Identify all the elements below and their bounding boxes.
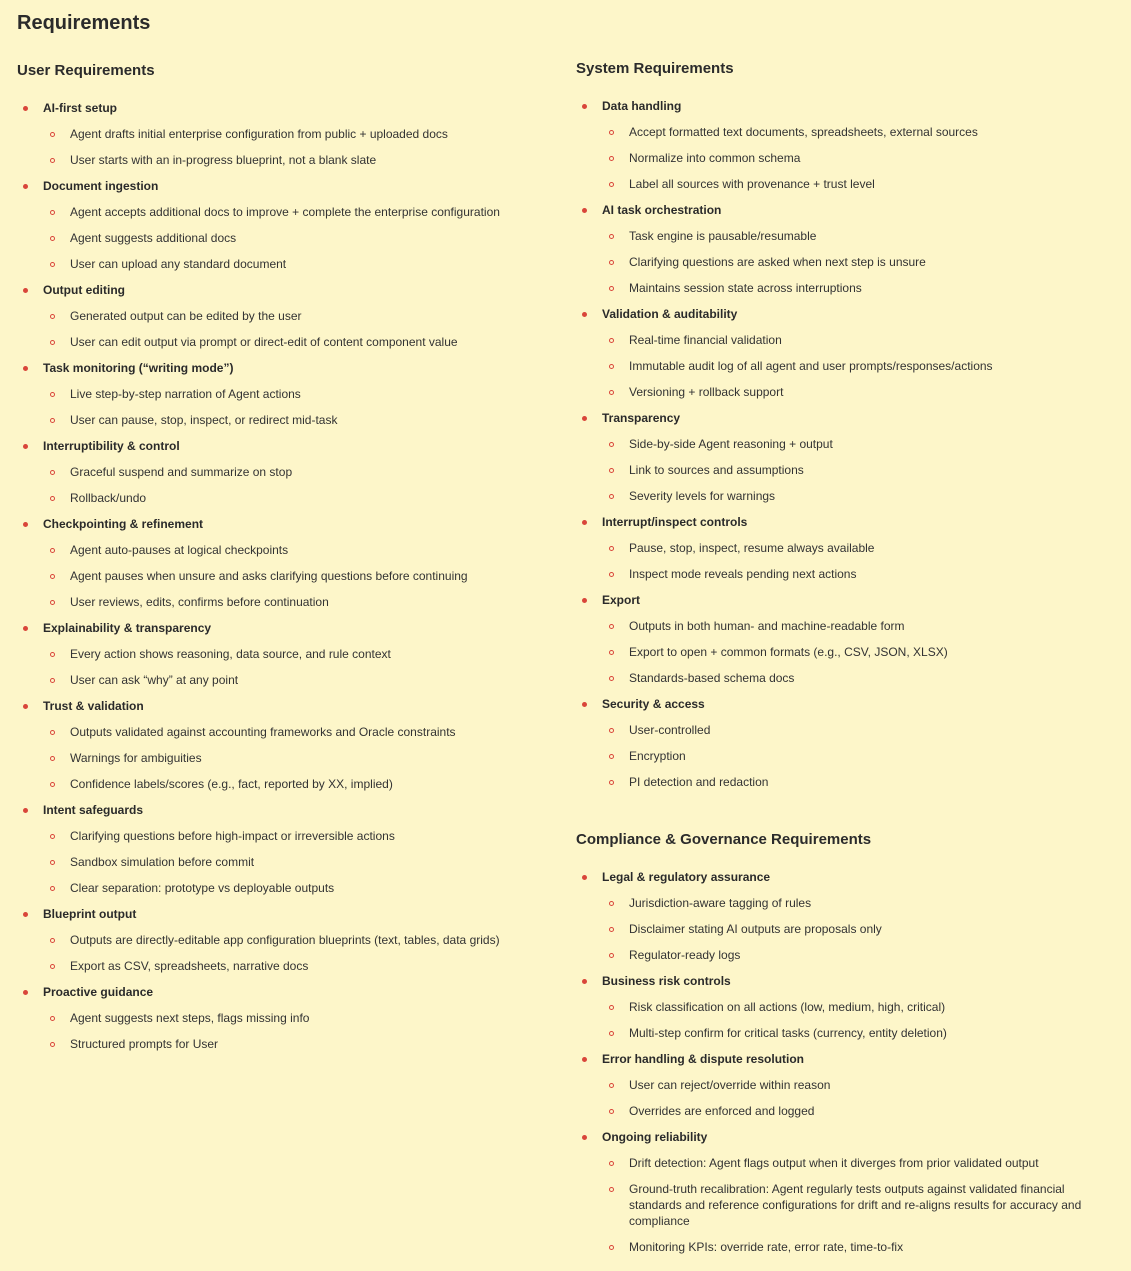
group-title-text: Proactive guidance bbox=[43, 985, 154, 999]
bullet-circle-icon bbox=[609, 754, 614, 759]
bullet-circle-icon bbox=[609, 182, 614, 187]
list-item bbox=[43, 1005, 557, 1031]
bullet-dot-icon bbox=[23, 626, 28, 631]
list-item-text: Agent drafts initial enterprise configuration from public + uploaded docs bbox=[70, 127, 448, 141]
group-title-text: Trust & validation bbox=[43, 699, 144, 713]
group-title bbox=[43, 95, 557, 121]
group-title bbox=[602, 509, 1116, 535]
group-title-text: Ongoing reliability bbox=[602, 1130, 708, 1144]
list-item bbox=[602, 743, 1116, 769]
sub-item-list bbox=[43, 121, 557, 173]
list-item bbox=[602, 639, 1116, 665]
group-title bbox=[43, 511, 557, 537]
list-item bbox=[602, 145, 1116, 171]
bullet-circle-icon bbox=[609, 468, 614, 473]
list-item-text: Side-by-side Agent reasoning + output bbox=[629, 437, 833, 451]
bullet-circle-icon bbox=[609, 953, 614, 958]
list-item-text: User can edit output via prompt or direct-edit of content component value bbox=[70, 335, 458, 349]
bullet-circle-icon bbox=[609, 390, 614, 395]
bullet-circle-icon bbox=[50, 600, 55, 605]
bullet-dot-icon bbox=[582, 312, 587, 317]
section-title: System Requirements bbox=[576, 60, 734, 77]
list-item-text: Live step-by-step narration of Agent actions bbox=[70, 387, 301, 401]
list-item-text: User starts with an in-progress blueprint, not a blank slate bbox=[70, 153, 377, 167]
list-item bbox=[43, 667, 557, 693]
list-item bbox=[602, 353, 1116, 379]
list-item-text: Confidence labels/scores (e.g., fact, reported by XX, implied) bbox=[70, 777, 393, 791]
list-item-text: PI detection and redaction bbox=[629, 775, 769, 789]
list-item bbox=[43, 641, 557, 667]
list-item-text: Every action shows reasoning, data source, and rule context bbox=[70, 647, 391, 661]
list-item-text: User can upload any standard document bbox=[70, 257, 287, 271]
list-item-text: Clear separation: prototype vs deployable outputs bbox=[70, 881, 335, 895]
requirement-group bbox=[17, 511, 557, 615]
sub-item-list bbox=[602, 535, 1116, 587]
bullet-circle-icon bbox=[609, 650, 614, 655]
requirement-group bbox=[576, 691, 1116, 795]
group-title-text: Transparency bbox=[602, 411, 681, 425]
group-title-text: Intent safeguards bbox=[43, 803, 144, 817]
requirement-group bbox=[17, 277, 557, 355]
list-item-text: Clarifying questions are asked when next step is unsure bbox=[629, 255, 926, 269]
sub-item-list bbox=[602, 1150, 1116, 1260]
bullet-dot-icon bbox=[582, 598, 587, 603]
bullet-circle-icon bbox=[50, 132, 55, 137]
list-item bbox=[602, 1072, 1116, 1098]
bullet-dot-icon bbox=[582, 208, 587, 213]
group-title bbox=[602, 301, 1116, 327]
bullet-circle-icon bbox=[50, 938, 55, 943]
requirement-group bbox=[576, 301, 1116, 405]
list-item bbox=[602, 275, 1116, 301]
list-item bbox=[602, 431, 1116, 457]
list-item-text: User can pause, stop, inspect, or redirect mid-task bbox=[70, 413, 338, 427]
list-item bbox=[602, 1150, 1116, 1176]
list-item-text: Drift detection: Agent flags output when it diverges from prior validated output bbox=[629, 1156, 1039, 1170]
bullet-circle-icon bbox=[50, 1016, 55, 1021]
requirement-group bbox=[17, 433, 557, 511]
group-title bbox=[602, 691, 1116, 717]
group-title-text: Explainability & transparency bbox=[43, 621, 212, 635]
requirement-group bbox=[576, 587, 1116, 691]
sub-item-list bbox=[43, 823, 557, 901]
list-item-text: Clarifying questions before high-impact or irreversible actions bbox=[70, 829, 395, 843]
group-title bbox=[43, 433, 557, 459]
list-item bbox=[602, 483, 1116, 509]
bullet-circle-icon bbox=[609, 442, 614, 447]
list-item bbox=[43, 537, 557, 563]
bullet-circle-icon bbox=[50, 964, 55, 969]
list-item-text: Agent pauses when unsure and asks clarifying questions before continuing bbox=[70, 569, 468, 583]
sub-item-list bbox=[602, 223, 1116, 301]
bullet-dot-icon bbox=[582, 416, 587, 421]
group-title bbox=[602, 1124, 1116, 1150]
sub-item-list bbox=[43, 1005, 557, 1057]
sub-item-list bbox=[43, 381, 557, 433]
list-item bbox=[43, 199, 557, 225]
bullet-dot-icon bbox=[23, 522, 28, 527]
bullet-circle-icon bbox=[609, 1245, 614, 1250]
bullet-circle-icon bbox=[50, 1042, 55, 1047]
bullet-dot-icon bbox=[582, 1135, 587, 1140]
bullet-circle-icon bbox=[50, 470, 55, 475]
list-item bbox=[43, 589, 557, 615]
list-item bbox=[43, 927, 557, 953]
list-item-text: Ground-truth recalibration: Agent regularly tests outputs against validated financial standards and reference configurations for drift and re-aligns results for accuracy and compliance bbox=[629, 1182, 1082, 1228]
list-item bbox=[43, 875, 557, 901]
list-item bbox=[602, 1020, 1116, 1046]
system-requirements-section bbox=[576, 59, 1116, 795]
list-item-text: Pause, stop, inspect, resume always available bbox=[629, 541, 875, 555]
requirement-group bbox=[576, 968, 1116, 1046]
list-item bbox=[43, 485, 557, 511]
list-item bbox=[602, 1234, 1116, 1260]
bullet-dot-icon bbox=[23, 366, 28, 371]
list-item-text: Real-time financial validation bbox=[629, 333, 782, 347]
requirement-group bbox=[576, 864, 1116, 968]
bullet-circle-icon bbox=[609, 1109, 614, 1114]
bullet-circle-icon bbox=[50, 782, 55, 787]
list-item bbox=[602, 171, 1116, 197]
list-item-text: Monitoring KPIs: override rate, error rate, time-to-fix bbox=[629, 1240, 904, 1254]
bullet-circle-icon bbox=[609, 1031, 614, 1036]
bullet-circle-icon bbox=[50, 392, 55, 397]
group-title-text: Interrupt/inspect controls bbox=[602, 515, 748, 529]
bullet-circle-icon bbox=[609, 156, 614, 161]
list-item bbox=[43, 563, 557, 589]
bullet-circle-icon bbox=[609, 1005, 614, 1010]
list-item bbox=[43, 1031, 557, 1057]
list-item-text: Link to sources and assumptions bbox=[629, 463, 804, 477]
bullet-dot-icon bbox=[23, 990, 28, 995]
requirement-group bbox=[17, 979, 557, 1057]
list-item-text: Immutable audit log of all agent and user prompts/responses/actions bbox=[629, 359, 993, 373]
bullet-dot-icon bbox=[582, 1057, 587, 1062]
bullet-circle-icon bbox=[50, 210, 55, 215]
bullet-dot-icon bbox=[23, 704, 28, 709]
list-item bbox=[602, 119, 1116, 145]
group-title-text: Validation & auditability bbox=[602, 307, 738, 321]
bullet-dot-icon bbox=[582, 104, 587, 109]
list-item-text: Agent accepts additional docs to improve + complete the enterprise configuration bbox=[70, 205, 500, 219]
requirement-group bbox=[576, 509, 1116, 587]
user-requirements-section bbox=[17, 61, 557, 1057]
list-item bbox=[602, 665, 1116, 691]
bullet-circle-icon bbox=[609, 1083, 614, 1088]
bullet-circle-icon bbox=[609, 728, 614, 733]
list-item-text: Rollback/undo bbox=[70, 491, 147, 505]
group-title bbox=[43, 979, 557, 1005]
bullet-dot-icon bbox=[23, 106, 28, 111]
page-title: Requirements bbox=[17, 12, 151, 34]
bullet-circle-icon bbox=[609, 676, 614, 681]
group-title bbox=[43, 615, 557, 641]
group-title bbox=[43, 277, 557, 303]
bullet-dot-icon bbox=[582, 520, 587, 525]
compliance-requirements-section bbox=[576, 830, 1116, 1260]
list-item bbox=[43, 121, 557, 147]
group-title bbox=[602, 197, 1116, 223]
list-item-text: Generated output can be edited by the user bbox=[70, 309, 302, 323]
list-item bbox=[602, 994, 1116, 1020]
bullet-circle-icon bbox=[609, 260, 614, 265]
list-item bbox=[43, 823, 557, 849]
group-title-text: Error handling & dispute resolution bbox=[602, 1052, 805, 1066]
bullet-dot-icon bbox=[582, 702, 587, 707]
requirement-group bbox=[576, 1046, 1116, 1124]
list-item-text: Encryption bbox=[629, 749, 686, 763]
list-item bbox=[602, 769, 1116, 795]
bullet-circle-icon bbox=[609, 234, 614, 239]
bullet-circle-icon bbox=[50, 730, 55, 735]
bullet-circle-icon bbox=[50, 756, 55, 761]
group-title bbox=[43, 797, 557, 823]
bullet-circle-icon bbox=[50, 834, 55, 839]
bullet-circle-icon bbox=[609, 286, 614, 291]
list-item bbox=[602, 249, 1116, 275]
bullet-circle-icon bbox=[50, 496, 55, 501]
list-item-text: User can ask “why” at any point bbox=[70, 673, 239, 687]
bullet-dot-icon bbox=[23, 444, 28, 449]
list-item bbox=[602, 942, 1116, 968]
bullet-circle-icon bbox=[50, 860, 55, 865]
sub-item-list bbox=[43, 459, 557, 511]
sub-item-list bbox=[43, 199, 557, 277]
requirement-group bbox=[17, 901, 557, 979]
bullet-circle-icon bbox=[50, 340, 55, 345]
list-item-text: Disclaimer stating AI outputs are proposals only bbox=[629, 922, 882, 936]
requirement-group bbox=[17, 615, 557, 693]
sub-item-list bbox=[602, 431, 1116, 509]
list-item bbox=[43, 771, 557, 797]
group-title bbox=[43, 173, 557, 199]
bullet-circle-icon bbox=[50, 652, 55, 657]
group-title bbox=[602, 93, 1116, 119]
list-item bbox=[602, 916, 1116, 942]
group-title-text: Data handling bbox=[602, 99, 682, 113]
list-item bbox=[602, 1176, 1116, 1234]
bullet-circle-icon bbox=[50, 574, 55, 579]
group-title-text: Interruptibility & control bbox=[43, 439, 180, 453]
bullet-circle-icon bbox=[609, 624, 614, 629]
bullet-circle-icon bbox=[50, 418, 55, 423]
bullet-circle-icon bbox=[609, 572, 614, 577]
bullet-circle-icon bbox=[609, 494, 614, 499]
group-title-text: AI task orchestration bbox=[602, 203, 722, 217]
list-item-text: Risk classification on all actions (low, medium, high, critical) bbox=[629, 1000, 946, 1014]
group-title-text: Checkpointing & refinement bbox=[43, 517, 204, 531]
list-item bbox=[602, 561, 1116, 587]
sub-item-list bbox=[602, 717, 1116, 795]
requirement-group bbox=[17, 173, 557, 277]
bullet-circle-icon bbox=[609, 927, 614, 932]
list-item-text: Outputs validated against accounting frameworks and Oracle constraints bbox=[70, 725, 456, 739]
group-title bbox=[43, 901, 557, 927]
requirement-groups bbox=[576, 93, 1116, 795]
list-item-text: Regulator-ready logs bbox=[629, 948, 741, 962]
list-item-text: Normalize into common schema bbox=[629, 151, 801, 165]
group-title bbox=[602, 587, 1116, 613]
list-item bbox=[43, 849, 557, 875]
sub-item-list bbox=[43, 719, 557, 797]
list-item-text: Multi-step confirm for critical tasks (currency, entity deletion) bbox=[629, 1026, 947, 1040]
group-title bbox=[602, 968, 1116, 994]
list-item-text: Export as CSV, spreadsheets, narrative docs bbox=[70, 959, 309, 973]
group-title bbox=[602, 405, 1116, 431]
bullet-circle-icon bbox=[609, 901, 614, 906]
bullet-circle-icon bbox=[609, 130, 614, 135]
bullet-circle-icon bbox=[609, 546, 614, 551]
list-item bbox=[602, 327, 1116, 353]
list-item-text: Structured prompts for User bbox=[70, 1037, 219, 1051]
list-item bbox=[602, 717, 1116, 743]
sub-item-list bbox=[602, 1072, 1116, 1124]
sub-item-list bbox=[43, 537, 557, 615]
list-item-text: Accept formatted text documents, spreadsheets, external sources bbox=[629, 125, 978, 139]
requirement-group bbox=[576, 197, 1116, 301]
bullet-dot-icon bbox=[23, 912, 28, 917]
group-title-text: Task monitoring (“writing mode”) bbox=[43, 361, 234, 375]
list-item bbox=[602, 613, 1116, 639]
requirement-groups bbox=[576, 864, 1116, 1260]
list-item-text: Agent suggests next steps, flags missing info bbox=[70, 1011, 310, 1025]
requirement-group bbox=[17, 355, 557, 433]
list-item bbox=[43, 303, 557, 329]
requirement-group bbox=[576, 1124, 1116, 1260]
requirement-group bbox=[576, 405, 1116, 509]
list-item-text: Outputs are directly-editable app configuration blueprints (text, tables, data grids) bbox=[70, 933, 500, 947]
bullet-circle-icon bbox=[609, 780, 614, 785]
list-item bbox=[602, 890, 1116, 916]
list-item bbox=[43, 745, 557, 771]
requirement-group bbox=[17, 693, 557, 797]
group-title bbox=[43, 355, 557, 381]
group-title bbox=[602, 864, 1116, 890]
requirement-group bbox=[576, 93, 1116, 197]
sub-item-list bbox=[43, 927, 557, 979]
list-item bbox=[602, 1098, 1116, 1124]
list-item-text: Inspect mode reveals pending next actions bbox=[629, 567, 857, 581]
list-item-text: Versioning + rollback support bbox=[629, 385, 784, 399]
bullet-circle-icon bbox=[50, 678, 55, 683]
section-title: User Requirements bbox=[17, 62, 155, 79]
list-item bbox=[43, 953, 557, 979]
list-item-text: Maintains session state across interruptions bbox=[629, 281, 862, 295]
list-item bbox=[43, 147, 557, 173]
group-title-text: AI-first setup bbox=[43, 101, 118, 115]
list-item bbox=[602, 223, 1116, 249]
list-item bbox=[43, 719, 557, 745]
list-item-text: Standards-based schema docs bbox=[629, 671, 795, 685]
bullet-dot-icon bbox=[582, 875, 587, 880]
bullet-circle-icon bbox=[50, 314, 55, 319]
sub-item-list bbox=[602, 327, 1116, 405]
group-title bbox=[43, 693, 557, 719]
list-item-text: Graceful suspend and summarize on stop bbox=[70, 465, 293, 479]
list-item bbox=[43, 329, 557, 355]
list-item-text: Severity levels for warnings bbox=[629, 489, 776, 503]
list-item-text: Sandbox simulation before commit bbox=[70, 855, 255, 869]
requirement-groups bbox=[17, 95, 557, 1057]
list-item-text: Jurisdiction-aware tagging of rules bbox=[629, 896, 812, 910]
group-title-text: Output editing bbox=[43, 283, 125, 297]
sub-item-list bbox=[602, 613, 1116, 691]
requirement-group bbox=[17, 797, 557, 901]
list-item-text: Outputs in both human- and machine-readable form bbox=[629, 619, 905, 633]
bullet-circle-icon bbox=[609, 364, 614, 369]
group-title-text: Document ingestion bbox=[43, 179, 159, 193]
group-title bbox=[602, 1046, 1116, 1072]
bullet-circle-icon bbox=[50, 548, 55, 553]
list-item bbox=[43, 459, 557, 485]
section-title: Compliance & Governance Requirements bbox=[576, 831, 872, 848]
group-title-text: Security & access bbox=[602, 697, 705, 711]
requirement-group bbox=[17, 95, 557, 173]
bullet-circle-icon bbox=[609, 1187, 614, 1192]
list-item bbox=[602, 457, 1116, 483]
list-item bbox=[43, 381, 557, 407]
bullet-dot-icon bbox=[23, 288, 28, 293]
sub-item-list bbox=[602, 119, 1116, 197]
sub-item-list bbox=[602, 994, 1116, 1046]
sub-item-list bbox=[43, 303, 557, 355]
bullet-circle-icon bbox=[50, 886, 55, 891]
bullet-circle-icon bbox=[50, 236, 55, 241]
bullet-circle-icon bbox=[609, 338, 614, 343]
sub-item-list bbox=[602, 890, 1116, 968]
group-title-text: Export bbox=[602, 593, 641, 607]
list-item-text: Label all sources with provenance + trust level bbox=[629, 177, 875, 191]
list-item-text: Warnings for ambiguities bbox=[70, 751, 202, 765]
list-item bbox=[602, 379, 1116, 405]
list-item-text: Export to open + common formats (e.g., CSV, JSON, XLSX) bbox=[629, 645, 948, 659]
bullet-circle-icon bbox=[50, 158, 55, 163]
list-item-text: Agent suggests additional docs bbox=[70, 231, 237, 245]
group-title-text: Blueprint output bbox=[43, 907, 137, 921]
bullet-circle-icon bbox=[609, 1161, 614, 1166]
bullet-dot-icon bbox=[582, 979, 587, 984]
list-item bbox=[43, 225, 557, 251]
list-item bbox=[43, 407, 557, 433]
sub-item-list bbox=[43, 641, 557, 693]
bullet-dot-icon bbox=[23, 184, 28, 189]
list-item-text: Overrides are enforced and logged bbox=[629, 1104, 815, 1118]
bullet-circle-icon bbox=[50, 262, 55, 267]
group-title-text: Business risk controls bbox=[602, 974, 731, 988]
list-item-text: Agent auto-pauses at logical checkpoints bbox=[70, 543, 289, 557]
list-item-text: User-controlled bbox=[629, 723, 711, 737]
list-item-text: User can reject/override within reason bbox=[629, 1078, 831, 1092]
list-item bbox=[43, 251, 557, 277]
list-item bbox=[602, 535, 1116, 561]
list-item-text: Task engine is pausable/resumable bbox=[629, 229, 817, 243]
group-title-text: Legal & regulatory assurance bbox=[602, 870, 771, 884]
bullet-dot-icon bbox=[23, 808, 28, 813]
list-item-text: User reviews, edits, confirms before continuation bbox=[70, 595, 329, 609]
